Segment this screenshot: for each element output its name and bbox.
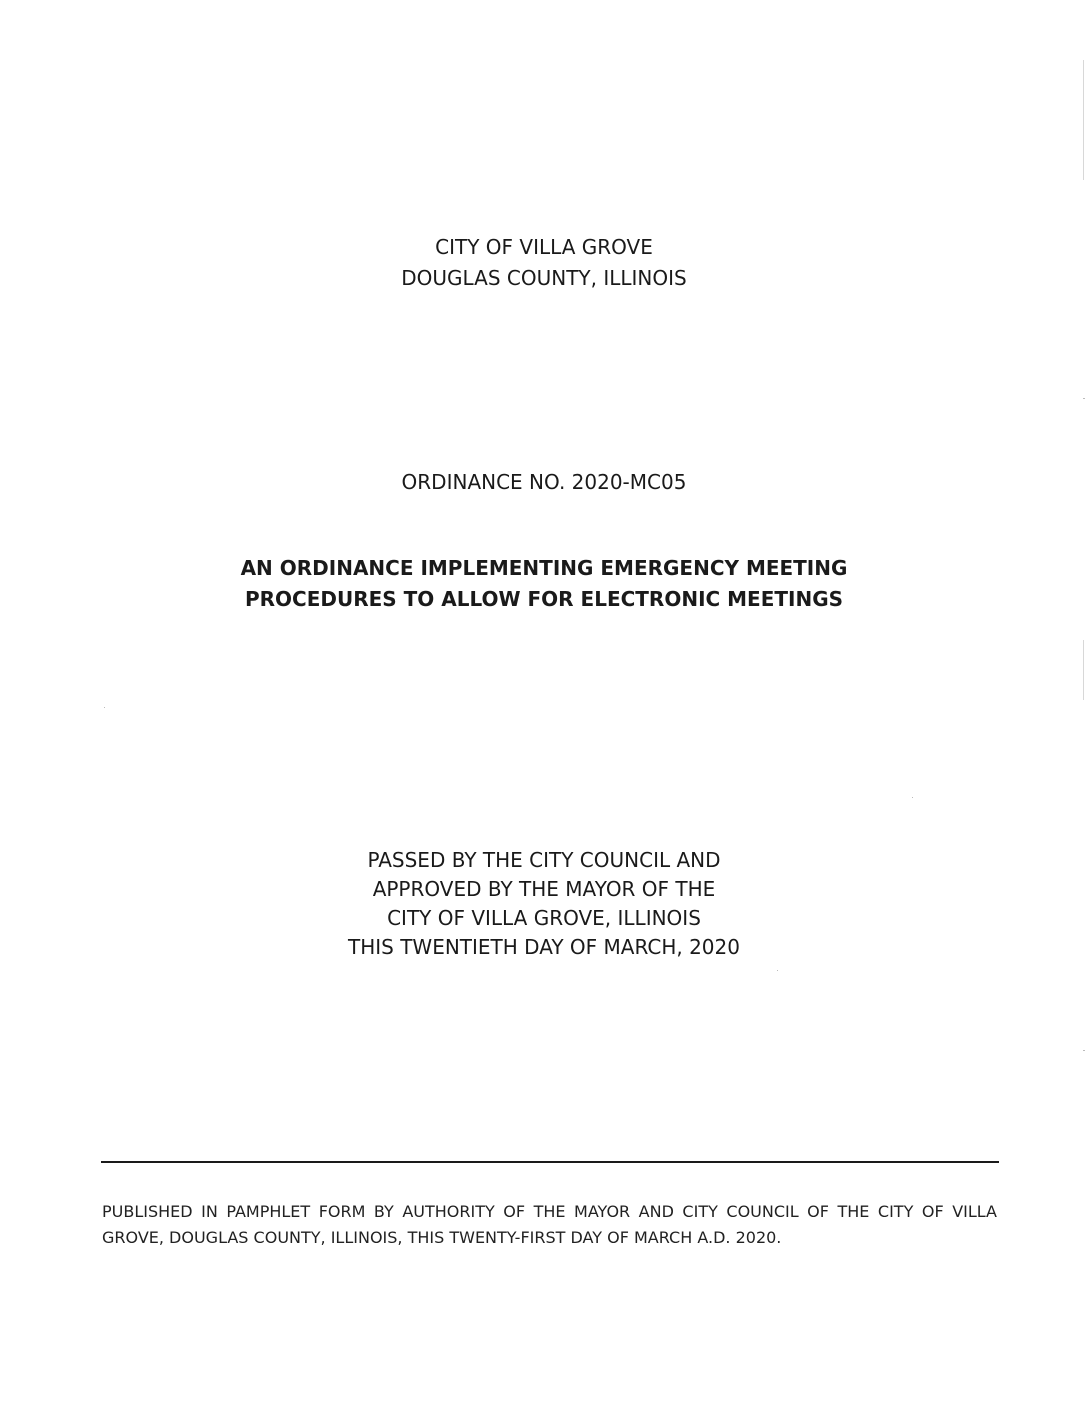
- passage-line-1: PASSED BY THE CITY COUNCIL AND: [367, 848, 721, 872]
- scan-artifact: [912, 797, 913, 798]
- ordinance-number-section: [0, 467, 1088, 498]
- ordinance-title-line-1: AN ORDINANCE IMPLEMENTING EMERGENCY MEETING: [240, 556, 848, 580]
- county-state: DOUGLAS COUNTY, ILLINOIS: [401, 266, 687, 290]
- passage-line-4: THIS TWENTIETH DAY OF MARCH, 2020: [348, 935, 740, 959]
- publication-notice: PUBLISHED IN PAMPHLET FORM BY AUTHORITY OF THE MAYOR AND CITY COUNCIL OF THE CITY OF VILLA GROVE, DOUGLAS COUNTY, ILLINOIS, THIS TWENTY-FIRST DAY OF MARCH A.D. 2020.: [102, 1202, 997, 1247]
- scan-artifact: [104, 707, 105, 708]
- scan-artifact: [1083, 60, 1084, 180]
- document-header: [0, 232, 1088, 294]
- passage-line-3: CITY OF VILLA GROVE, ILLINOIS: [387, 906, 701, 930]
- passage-statement: [0, 846, 1088, 962]
- ordinance-number: ORDINANCE NO. 2020-MC05: [401, 470, 687, 494]
- passage-line-2: APPROVED BY THE MAYOR OF THE: [372, 877, 716, 901]
- horizontal-divider: [101, 1161, 999, 1163]
- ordinance-title-line-2: PROCEDURES TO ALLOW FOR ELECTRONIC MEETINGS: [244, 587, 844, 611]
- scan-artifact: [777, 970, 778, 971]
- city-name: CITY OF VILLA GROVE: [435, 235, 653, 259]
- scan-artifact: [1083, 640, 1084, 700]
- scan-artifact: [1083, 1050, 1085, 1051]
- scan-artifact: [1083, 398, 1085, 399]
- ordinance-title: [0, 553, 1088, 615]
